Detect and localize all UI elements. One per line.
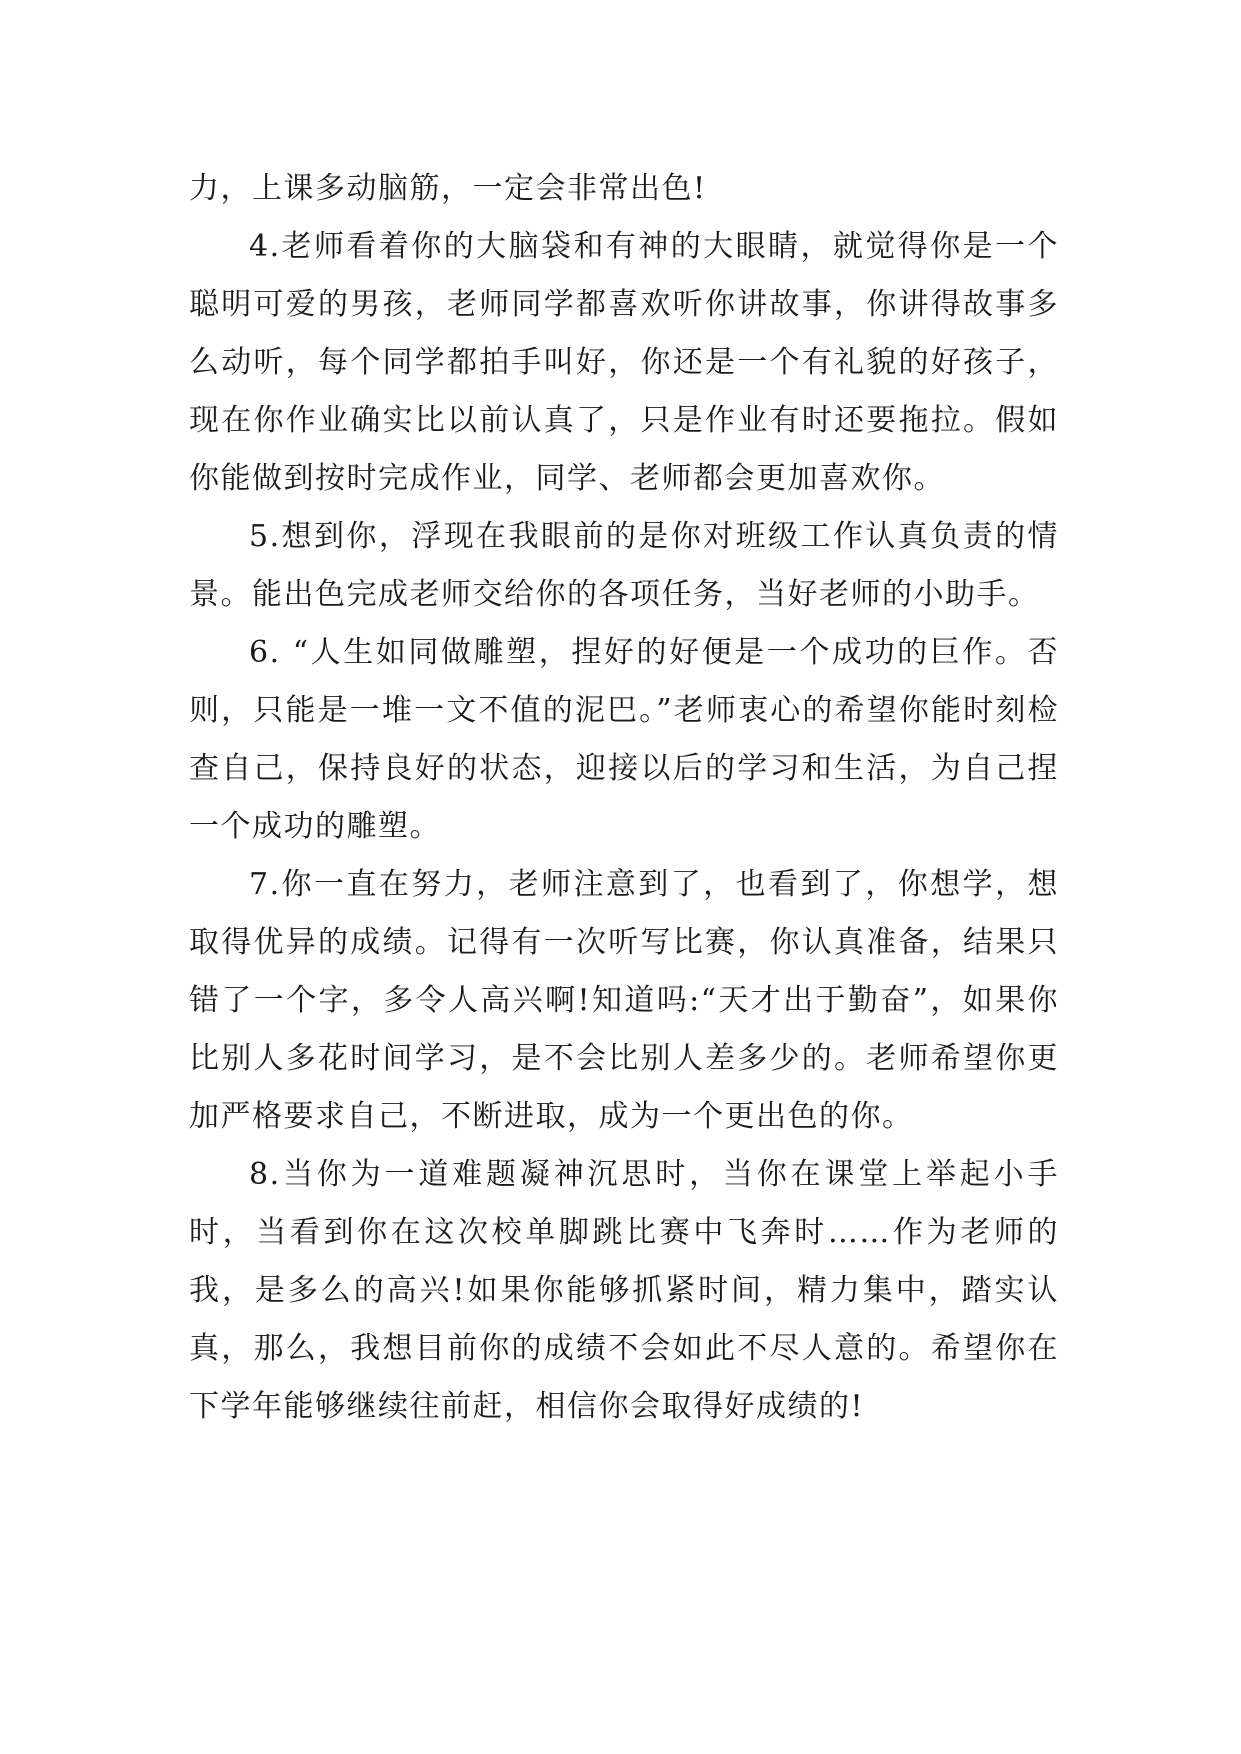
paragraph-comment-8: 8.当你为一道难题凝神沉思时，当你在课堂上举起小手时，当看到你在这次校单脚跳比赛中飞奔时……作为老师的我，是多么的高兴!如果你能够抓紧时间，精力集中，踏实认真，那么，我想目前你的成绩不会如此不尽人意的。希望你在下学年能够继续往前赶，相信你会取得好成绩的! xyxy=(189,1157,1059,1424)
document-body xyxy=(189,160,1059,1436)
paragraph-comment-5: 5.想到你，浮现在我眼前的是你对班级工作认真负责的情景。能出色完成老师交给你的各项任务，当好老师的小助手。 xyxy=(189,519,1059,612)
paragraph-comment-6: 6. “人生如同做雕塑，捏好的好便是一个成功的巨作。否则，只能是一堆一文不值的泥巴。”老师衷心的希望你能时刻检查自己，保持良好的状态，迎接以后的学习和生活，为自己捏一个成功的雕塑。 xyxy=(189,635,1059,844)
paragraph-comment-7: 7.你一直在努力，老师注意到了，也看到了，你想学，想取得优异的成绩。记得有一次听写比赛，你认真准备，结果只错了一个字，多令人高兴啊!知道吗:“天才出于勤奋”，如果你比别人多花时间学习，是不会比别人差多少的。老师希望你更加严格要求自己，不断进取，成为一个更出色的你。 xyxy=(189,867,1059,1134)
paragraph-comment-4: 4.老师看着你的大脑袋和有神的大眼睛，就觉得你是一个聪明可爱的男孩，老师同学都喜欢听你讲故事，你讲得故事多么动听，每个同学都拍手叫好，你还是一个有礼貌的好孩子，现在你作业确实比以前认真了，只是作业有时还要拖拉。假如你能做到按时完成作业，同学、老师都会更加喜欢你。 xyxy=(189,229,1059,496)
paragraph-continuation: 力，上课多动脑筋，一定会非常出色! xyxy=(189,171,707,206)
